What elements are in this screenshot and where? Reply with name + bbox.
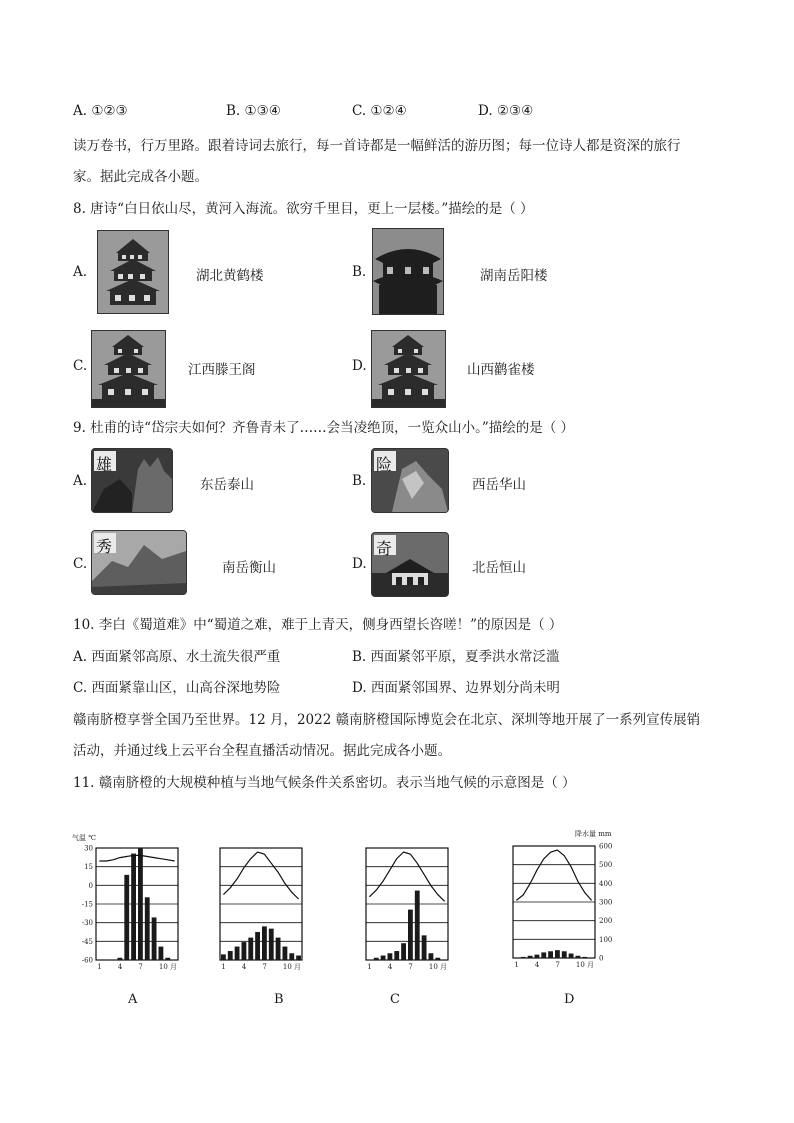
chart-d-label: D bbox=[564, 992, 575, 1007]
x-tick-label: 10 月 bbox=[158, 963, 178, 971]
y-tick-label: 15 bbox=[84, 863, 93, 872]
precip-bar bbox=[415, 891, 420, 960]
yueyang-tower-image bbox=[372, 228, 444, 315]
precip-bar bbox=[228, 951, 233, 960]
x-tick-label: 7 bbox=[138, 963, 143, 971]
precip-bar bbox=[521, 957, 526, 958]
precip-bar bbox=[374, 958, 379, 960]
x-tick-label: 10 月 bbox=[282, 963, 302, 971]
precip-bar bbox=[381, 956, 386, 960]
q9-option-d-letter: D. bbox=[352, 556, 367, 572]
y-tick-label: 0 bbox=[88, 881, 93, 890]
temperature-line bbox=[223, 852, 298, 899]
y-tick-label: -30 bbox=[81, 919, 93, 928]
y2-axis-title: 降水量 mm bbox=[575, 830, 612, 838]
q10-stem: 10. 李白《蜀道难》中“蜀道之难，难于上青天，侧身西望长咨嗟！”的原因是（ ） bbox=[73, 617, 563, 633]
temperature-line bbox=[369, 852, 444, 901]
q9-option-c-text: 南岳衡山 bbox=[222, 560, 276, 576]
q9-option-d-text: 北岳恒山 bbox=[472, 560, 526, 576]
x-tick-label: 4 bbox=[387, 963, 393, 971]
climate-chart-d bbox=[505, 828, 635, 978]
stork-tower-image bbox=[371, 330, 446, 408]
precip-bar bbox=[235, 947, 240, 960]
precip-bar bbox=[394, 951, 399, 960]
y2-tick-label: 200 bbox=[599, 917, 613, 926]
y2-tick-label: 600 bbox=[599, 842, 613, 851]
precip-bar bbox=[138, 848, 143, 960]
precip-bar bbox=[569, 954, 574, 958]
precip-bar bbox=[296, 956, 301, 960]
x-tick-label: 7 bbox=[262, 963, 267, 971]
y-tick-label: -60 bbox=[81, 956, 93, 965]
precip-bar bbox=[562, 951, 567, 958]
precip-bar bbox=[276, 938, 281, 960]
tengwang-pavilion-image bbox=[91, 330, 166, 408]
yellow-crane-tower-image bbox=[97, 230, 169, 314]
q10-option-c: C. 西面紧靠山区，山高谷深地势险 bbox=[73, 680, 281, 696]
x-tick-label: 10 月 bbox=[428, 963, 448, 971]
precip-bar bbox=[582, 957, 587, 958]
x-tick-label: 1 bbox=[367, 963, 372, 971]
precip-bar bbox=[548, 951, 553, 958]
precip-bar bbox=[528, 956, 533, 958]
precip-bar bbox=[124, 875, 129, 960]
chart-b-label: B bbox=[274, 992, 284, 1007]
y2-tick-label: 300 bbox=[599, 898, 613, 907]
y-axis-title: 气温 ℃ bbox=[72, 834, 97, 842]
precip-bar bbox=[541, 952, 546, 958]
chart-a-label: A bbox=[128, 992, 138, 1007]
precip-bar bbox=[289, 953, 294, 960]
q10-option-a: A. 西面紧邻高原、水土流失很严重 bbox=[73, 649, 281, 665]
q8-option-a-text: 湖北黄鹤楼 bbox=[196, 268, 264, 284]
precip-bar bbox=[576, 956, 581, 958]
intro-poetry-line-2: 家。据此完成各小题。 bbox=[73, 169, 208, 185]
q7-option-b: B. ①③④ bbox=[226, 103, 281, 119]
intro-orange-line-1: 赣南脐橙享誉全国乃至世界。12 月，2022 赣南脐橙国际博览会在北京、深圳等地开展了一系列宣传展销 bbox=[73, 712, 701, 728]
q9-option-c-letter: C. bbox=[73, 556, 88, 572]
precip-bar bbox=[535, 955, 540, 958]
precip-bar bbox=[429, 953, 434, 960]
precip-bar bbox=[255, 932, 260, 960]
q9-option-b-text: 西岳华山 bbox=[472, 477, 526, 493]
mount-hua-image bbox=[371, 448, 449, 513]
y-tick-label: -15 bbox=[81, 900, 93, 909]
precip-bar bbox=[401, 943, 406, 960]
q8-option-c-text: 江西滕王阁 bbox=[188, 362, 256, 378]
y-tick-label: -45 bbox=[81, 937, 93, 946]
precip-bar bbox=[131, 854, 136, 960]
precip-bar bbox=[388, 953, 393, 960]
precip-bar bbox=[165, 958, 170, 960]
precip-bar bbox=[422, 935, 427, 960]
precip-bar bbox=[283, 947, 288, 960]
x-tick-label: 4 bbox=[534, 961, 540, 969]
precip-bar bbox=[221, 954, 226, 960]
q8-option-c-letter: C. bbox=[73, 358, 88, 374]
mount-heng-north-image bbox=[371, 532, 449, 597]
precip-bar bbox=[269, 929, 274, 960]
q8-option-d-text: 山西鹳雀楼 bbox=[467, 362, 535, 378]
y2-tick-label: 500 bbox=[599, 861, 613, 870]
q7-option-c: C. ①②④ bbox=[352, 103, 407, 119]
q11-stem: 11. 赣南脐橙的大规模种植与当地气候条件关系密切。表示当地气候的示意图是（ ） bbox=[73, 775, 576, 791]
x-tick-label: 7 bbox=[408, 963, 413, 971]
q8-option-d-letter: D. bbox=[352, 358, 367, 374]
temperature-line bbox=[516, 850, 591, 900]
precip-bar bbox=[248, 938, 253, 960]
x-tick-label: 1 bbox=[97, 963, 102, 971]
x-tick-label: 7 bbox=[555, 961, 560, 969]
q9-stem: 9. 杜甫的诗“岱宗夫如何？齐鲁青未了……会当凌绝顶，一览众山小。”描绘的是（ ） bbox=[73, 420, 575, 436]
precip-bar bbox=[118, 958, 123, 960]
q9-option-d-badge: 奇 bbox=[376, 539, 393, 558]
q9-option-b-letter: B. bbox=[352, 473, 367, 489]
intro-poetry-line-1: 读万卷书，行万里路。跟着诗词去旅行，每一首诗都是一幅鲜活的游历图；每一位诗人都是资深的旅行 bbox=[73, 138, 681, 154]
x-tick-label: 1 bbox=[514, 961, 519, 969]
y2-tick-label: 400 bbox=[599, 879, 613, 888]
intro-orange-line-2: 活动，并通过线上云平台全程直播活动情况。据此完成各小题。 bbox=[73, 743, 451, 759]
precip-bar bbox=[262, 926, 267, 960]
precip-bar bbox=[145, 897, 150, 960]
precip-bar bbox=[159, 947, 164, 960]
q10-option-d: D. 西面紧邻国界、边界划分尚未明 bbox=[352, 680, 560, 696]
climate-chart-b bbox=[212, 830, 322, 980]
x-tick-label: 4 bbox=[241, 963, 247, 971]
q8-option-b-text: 湖南岳阳楼 bbox=[480, 268, 548, 284]
q9-option-a-letter: A. bbox=[73, 473, 88, 489]
precip-bar bbox=[152, 917, 157, 960]
chart-c-label: C bbox=[390, 992, 400, 1007]
x-tick-label: 1 bbox=[221, 963, 226, 971]
q9-option-a-badge: 雄 bbox=[96, 455, 113, 474]
temperature-line bbox=[99, 855, 174, 861]
precip-bar bbox=[408, 910, 413, 960]
q9-option-c-badge: 秀 bbox=[96, 537, 113, 556]
precip-bar bbox=[435, 958, 440, 960]
q8-stem: 8. 唐诗“白日依山尽，黄河入海流。欲穷千里目，更上一层楼。”描绘的是（ ） bbox=[73, 201, 534, 217]
q7-option-a: A. ①②③ bbox=[73, 103, 128, 119]
q9-option-b-badge: 险 bbox=[376, 455, 393, 474]
mount-heng-south-image bbox=[91, 530, 187, 595]
precip-bar bbox=[242, 942, 247, 960]
q9-option-a-text: 东岳泰山 bbox=[200, 477, 254, 493]
x-tick-label: 10 月 bbox=[575, 961, 595, 969]
q8-option-b-letter: B. bbox=[352, 264, 367, 280]
precip-bar bbox=[555, 950, 560, 958]
climate-chart-a bbox=[70, 830, 190, 980]
y-tick-label: 30 bbox=[84, 844, 93, 853]
y2-tick-label: 0 bbox=[599, 954, 604, 963]
q7-option-d: D. ②③④ bbox=[478, 103, 534, 119]
y2-tick-label: 100 bbox=[599, 935, 613, 944]
mount-tai-image bbox=[91, 448, 173, 513]
x-tick-label: 4 bbox=[117, 963, 123, 971]
q10-option-b: B. 西面紧邻平原，夏季洪水常泛滥 bbox=[352, 649, 560, 665]
q8-option-a-letter: A. bbox=[73, 264, 88, 280]
climate-chart-c bbox=[358, 830, 468, 980]
